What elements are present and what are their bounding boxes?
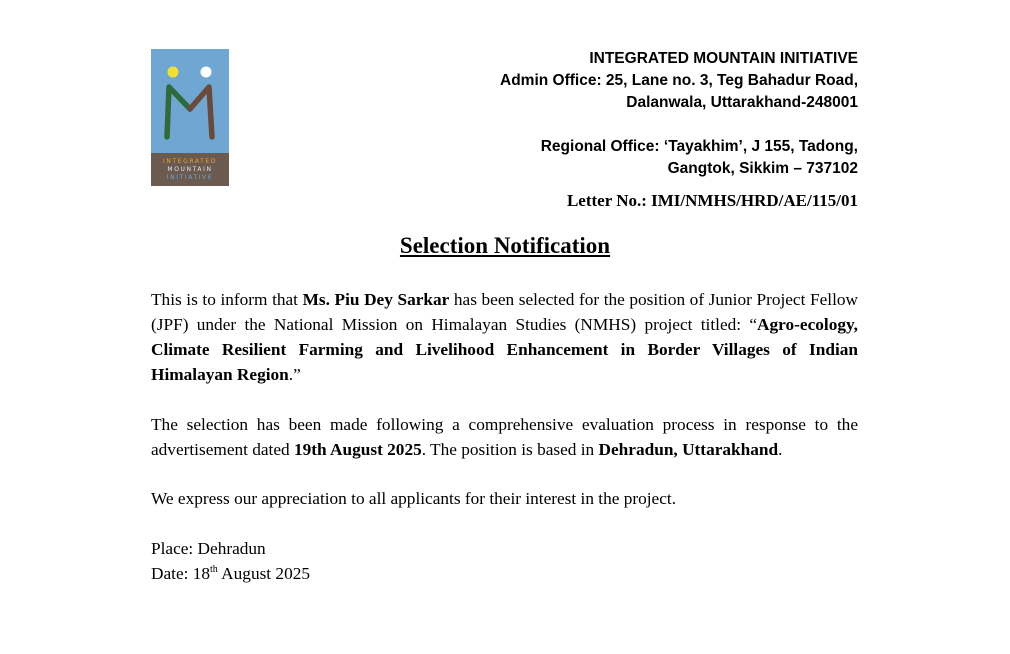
logo-word-initiative: INITIATIVE [166,174,214,181]
paragraph-selection [151,287,858,387]
paragraph-evaluation [151,412,858,462]
advertisement-date: 19th August 2025 [294,440,422,459]
place-line: Place: Dehradun [151,539,266,558]
position-location: Dehradun, Uttarakhand [598,440,779,459]
p1-text2: has been selected for the position of Junior Project Fellow (JPF) under the National Mission on Himalayan Studies (NMHS) project titled: “ [151,290,858,334]
regional-office-line1: Regional Office: ‘Tayakhim’, J 155, Tadong, [540,138,858,155]
p2-text1: The selection has been made following a comprehensive evaluation process in response to the advertisement dated [151,415,858,459]
letterhead-address [500,48,858,180]
logo-emblem [151,49,229,153]
date-superscript: th [210,564,218,575]
date-suffix: August 2025 [217,564,310,583]
admin-office-line1: Admin Office: 25, Lane no. 3, Teg Bahadur Road, [500,72,858,89]
p2-text3: . [778,440,783,459]
signature-block [151,536,858,586]
mountain-m-icon [151,49,229,153]
project-title: Agro-ecology, Climate Resilient Farming and Livelihood Enhancement in Border Villages of Indian Himalayan Region [151,315,858,384]
letter-number: Letter No.: IMI/NMHS/HRD/AE/115/01 [566,191,858,210]
date-line [151,561,858,586]
organization-logo [151,49,229,186]
paragraph-appreciation: We express our appreciation to all applicants for their interest in the project. [151,489,677,508]
org-name: INTEGRATED MOUNTAIN INITIATIVE [589,50,858,67]
p2-text2: . The position is based in [421,440,599,459]
title-text: Selection Notification [399,233,611,258]
logo-word-mountain: MOUNTAIN [167,166,213,173]
logo-word-integrated: INTEGRATED [162,158,217,165]
page-title [0,233,1010,259]
logo-wordmark [151,153,229,186]
date-prefix: Date: 18 [151,564,211,583]
regional-office-line2: Gangtok, Sikkim – 737102 [667,160,858,177]
candidate-name: Ms. Piu Dey Sarkar [302,290,450,309]
p1-text1: This is to inform that [151,290,303,309]
p1-text3: .” [288,365,301,384]
admin-office-line2: Dalanwala, Uttarakhand-248001 [626,94,858,111]
